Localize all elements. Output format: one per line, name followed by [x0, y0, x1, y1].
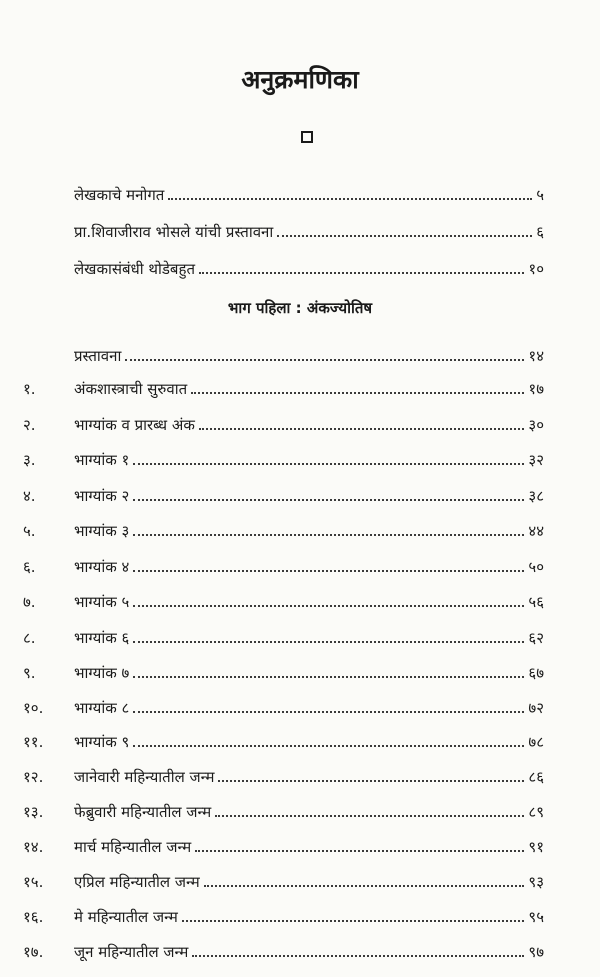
chapter-title: फेब्रुवारी महिन्यातील जन्म: [74, 803, 212, 821]
chapter-number: ४.: [23, 487, 36, 505]
toc-entry-label: लेखकासंबंधी थोडेबहुत: [74, 260, 196, 278]
chapter-title: मे महिन्यातील जन्म: [74, 908, 178, 926]
chapter-number: ६.: [23, 558, 36, 576]
leader-dots: [133, 641, 524, 643]
chapter-page: ३०: [528, 416, 544, 434]
chapter-number: १७.: [23, 943, 44, 961]
chapter-row: [23, 515, 544, 541]
chapter-title: भाग्यांक ६: [74, 629, 130, 647]
chapter-page: ९७: [528, 943, 544, 961]
chapter-row: [23, 796, 544, 822]
chapter-number: ९.: [23, 664, 36, 682]
chapter-row: [23, 622, 544, 648]
chapter-number: ३.: [23, 451, 36, 469]
toc-entry-page: १०: [528, 260, 544, 278]
chapter-number: ११.: [23, 733, 44, 751]
chapter-page: ९१: [528, 838, 544, 856]
chapter-title: एप्रिल महिन्यातील जन्म: [74, 873, 200, 891]
chapter-row: [23, 761, 544, 787]
chapter-row: [23, 480, 544, 506]
chapter-number: १.: [23, 380, 36, 398]
chapter-row: [23, 936, 544, 962]
chapter-row: [23, 409, 544, 435]
chapter-row: [23, 551, 544, 577]
toc-entry-label: लेखकाचे मनोगत: [74, 186, 165, 204]
toc-entry-page: ५: [536, 186, 544, 204]
square-ornament-icon: [301, 131, 313, 143]
toc-entry: [74, 340, 544, 366]
leader-dots: [218, 780, 524, 782]
chapter-title: भाग्यांक ९: [74, 733, 130, 751]
leader-dots: [133, 605, 524, 607]
chapter-row: [23, 901, 544, 927]
chapter-number: १४.: [23, 838, 44, 856]
chapter-title: जून महिन्यातील जन्म: [74, 943, 189, 961]
leader-dots: [133, 463, 524, 465]
toc-entry-label: प्रस्तावना: [74, 347, 122, 365]
chapter-page: ८९: [528, 803, 544, 821]
chapter-number: २.: [23, 416, 36, 434]
chapter-number: १२.: [23, 768, 44, 786]
leader-dots: [133, 745, 524, 747]
chapter-page: ६२: [528, 629, 544, 647]
leader-dots: [133, 711, 524, 713]
chapter-page: ७२: [528, 699, 544, 717]
chapter-page: ५६: [528, 593, 544, 611]
chapter-page: ५०: [528, 558, 544, 576]
chapter-page: ६७: [528, 664, 544, 682]
leader-dots: [182, 920, 525, 922]
chapter-title: भाग्यांक व प्रारब्ध अंक: [74, 416, 195, 434]
chapter-row: [23, 373, 544, 399]
chapter-page: ३८: [528, 487, 544, 505]
leader-dots: [168, 198, 532, 200]
chapter-number: १०.: [23, 699, 44, 717]
leader-dots: [133, 676, 524, 678]
chapter-title: जानेवारी महिन्यातील जन्म: [74, 768, 215, 786]
chapter-row: [23, 586, 544, 612]
leader-dots: [199, 272, 524, 274]
toc-entry-label: प्रा.शिवाजीराव भोसले यांची प्रस्तावना: [74, 223, 274, 241]
chapter-title: मार्च महिन्यातील जन्म: [74, 838, 192, 856]
page-title: अनुक्रमणिका: [241, 65, 359, 94]
chapter-title: भाग्यांक ५: [74, 593, 130, 611]
leader-dots: [215, 815, 524, 817]
toc-entry: [74, 253, 544, 279]
toc-entry: [74, 179, 544, 205]
chapter-number: ५.: [23, 522, 36, 540]
chapter-title: भाग्यांक ८: [74, 699, 130, 717]
toc-entry-page: ६: [536, 223, 544, 241]
chapter-page: १७: [528, 380, 544, 398]
chapter-page: ४४: [528, 522, 544, 540]
leader-dots: [133, 570, 524, 572]
chapter-title: भाग्यांक ३: [74, 522, 130, 540]
leader-dots: [125, 359, 524, 361]
chapter-page: ७८: [528, 733, 544, 751]
leader-dots: [133, 499, 524, 501]
chapter-number: ७.: [23, 593, 36, 611]
section-heading: भाग पहिला : अंकज्योतिष: [227, 299, 373, 317]
leader-dots: [133, 534, 524, 536]
chapter-number: १६.: [23, 908, 44, 926]
chapter-title: भाग्यांक ४: [74, 558, 130, 576]
chapter-page: ३२: [528, 451, 544, 469]
chapter-row: [23, 831, 544, 857]
toc-entry: [74, 216, 544, 242]
chapter-page: ९५: [528, 908, 544, 926]
chapter-row: [23, 444, 544, 470]
chapter-page: ९३: [528, 873, 544, 891]
chapter-row: [23, 866, 544, 892]
chapter-number: १३.: [23, 803, 44, 821]
chapter-row: [23, 692, 544, 718]
chapter-number: ८.: [23, 629, 36, 647]
chapter-number: १५.: [23, 873, 44, 891]
chapter-title: भाग्यांक २: [74, 487, 130, 505]
leader-dots: [199, 428, 525, 430]
leader-dots: [191, 392, 524, 394]
leader-dots: [204, 885, 525, 887]
chapter-row: [23, 726, 544, 752]
leader-dots: [192, 955, 524, 957]
chapter-title: अंकशास्त्राची सुरुवात: [74, 380, 188, 398]
toc-entry-page: १४: [528, 347, 544, 365]
leader-dots: [277, 235, 532, 237]
chapter-row: [23, 657, 544, 683]
chapter-title: भाग्यांक १: [74, 451, 130, 469]
leader-dots: [195, 850, 524, 852]
chapter-title: भाग्यांक ७: [74, 664, 130, 682]
chapter-page: ८६: [528, 768, 544, 786]
